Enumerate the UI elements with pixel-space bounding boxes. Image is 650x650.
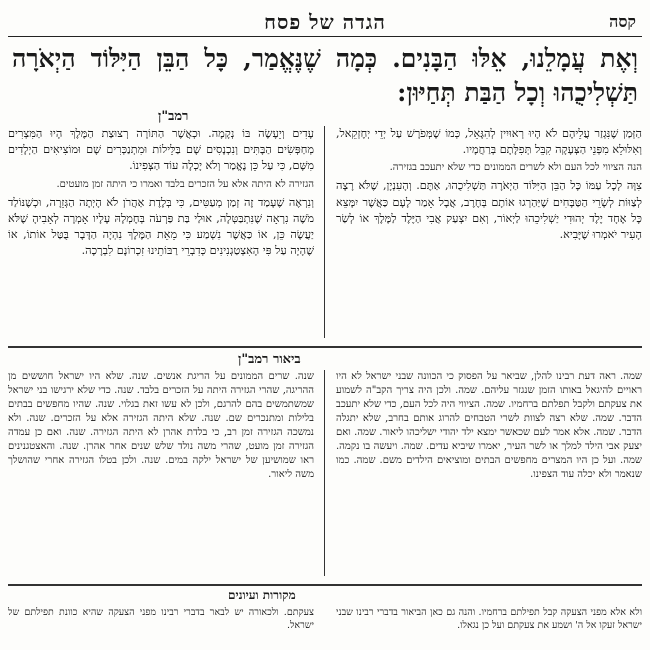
page-title: הגדה של פסח: [264, 10, 386, 34]
section-rule: [8, 584, 642, 586]
ramban-paragraph: צִוָּה לְכָל עַמּוֹ כָּל הַבֵּן הַיִּלּוֹד הַיְאֹרָה תַּשְׁלִיכֻהוּ, אַתֶּם. וְהָעִנְיָן, שֶׁלֹּא רָצָה לְצַוּוֹת לְשָׂרֵי הַטַּבָּחִים שֶׁיַּהַרְגוּ אוֹתָם בְּחֶרֶב, אֲבָל אָמַר לָעָם כַּאֲשֶׁר יִמָּצֵא כָּל אֶחָד יֶלֶד יְהוּדִי יַשְׁלִיכֵהוּ לַיְאוֹר, וְאִם יִצְעַק אֲבִי הַיֶּלֶד לַמֶּלֶךְ אוֹ לְשַׂר הָעִיר יֹאמְרוּ שֶׁיָּבִיא.: [336, 179, 642, 242]
column-divider: [324, 126, 325, 338]
explain-paragraph: שנה. שרים הממונים על הריגת אנשים. שנה. שלא היו ישראל חוששים מן ההריגה, שהרי הגזירה היתה על הזכרים בלבד. שנה. כדי שלא ירגישו בני ישראל שמשתמשים בהם להרגם, ולכן לא עשו זאת בגלוי. שנה. שהיו מחפשים בבתים בלילות ומתנכרים שם. שנה. שלא היתה הגזירה אלא על הזכרים. שנה. ולא נמשכה הגזירה זמן רב, כי בלדת אהרן לא היתה הגזירה. שנה. ואם כן עמדה הגזירה זמן מועט, שהרי משה נולד שלש שנים אחר אהרן. שנה. והאצטגנינים ראו שמושיען של ישראל ילקה במים. שנה. ולכן בטלו הגזירה אחרי שהושלך משה ליאור.: [8, 371, 314, 480]
explain-right-column: [336, 370, 642, 576]
ramban-note: הנה הציווי לכל העם ולא לשרים הממונים כדי שלא יתעכב בגזירה.: [389, 162, 642, 174]
page: [8, 4, 642, 646]
page-number: קסה: [609, 12, 636, 31]
section-rule: [8, 346, 642, 348]
main-heading: וְאֶת עֲמָלֵנוּ, אֵלּוּ הַבָּנִים. כְּמָה שֶׁנֶּאֱמַר, כָּל הַבֵּן הַיִּלּוֹד הַיְאֹרָה תַּשְׁלִיכֻהוּ וְכָל הַבַּת תְּחַיּוּן:: [12, 44, 638, 107]
running-header: [8, 4, 642, 37]
explain-left-column: [8, 370, 314, 576]
sources-left: צעקתם. ולכאורה יש לבאר בדברי רבינו מפני הצעקה שהיא כוונת תפילתם של ישראל.: [8, 607, 314, 631]
ramban-paragraph: הַזְּמַן שֶׁנִּגְזַר עֲלֵיהֶם לֹא הָיוּ רְאוּיִין לְהִגָּאֵל, כְּמוֹ שֶׁמְּפֹרָשׁ עַל יְדֵי יְחֶזְקֵאל, וְאִלּוּלֵא מִפְּנֵי הַצְּעָקָה קִבֵּל תְּפִלָּתָם בְּרַחֲמָיו.: [336, 127, 642, 157]
ramban-explain-label: ביאור רמב"ן: [238, 352, 301, 367]
ramban-label: רמב"ן: [158, 109, 189, 124]
ramban-paragraph: עָדִים וְיֵעָשֶׂה בּוֹ נְקָמָה. וּכְאֲשֶׁר הַתּוֹרָה רְצוּצַת הַמֶּלֶךְ הָיוּ הַמִּצְרִים מְחַפְּשִׂים הַבָּתִּים וְנִכְנָסִים שָׁם בַּלֵּילוֹת וּמִתְנַכְּרִים שָׁם וּמוֹצִיאִים הַיְלָדִים מִשָּׁם, כִּי עַל כֵּן נֶאֱמַר וְלֹא יָכְלָה עוֹד הַצְּפִינוֹ.: [8, 127, 314, 173]
ramban-note: הגזירה לא היתה אלא על הזכרים בלבד ואמרו כי היתה זמן מועטים.: [56, 178, 314, 190]
ramban-paragraph: וְנִרְאֶה שֶׁעָמַד זֶה זְמַן מְעַטִּים, כִּי בְּלֶדֶת אַהֲרֹן לֹא הָיְתָה הַגְּזֵרָה, וּכְשֶׁנּוֹלַד מֹשֶׁה נִרְאָה שֶׁנִּתְבַּטְּלָה, אוּלַי בַּת פַּרְעֹה בְּחֶמְלָהּ עָלָיו אָמְרָה לְאָבִיהָ שֶׁלֹּא יַעֲשֶׂה כֵּן, אוֹ כַּאֲשֶׁר נִשְׁמַע כִּי מֵאֵת הַמֶּלֶךְ נִהְיָה הַדָּבָר בֻּטַּל אוֹתוֹ, אוֹ שֶׁהָיָה עַל פִּי הָאִצְטַגְנִינִים כְּדִבְרֵי רַבּוֹתֵינוּ זִכְרוֹנָם לִבְרָכָה.: [8, 195, 314, 258]
explain-paragraph: שמה. ראה דעת רבינו להלן, שביאר על הפסוק כי הכוונה שבני ישראל לא היו ראויים להיגאל באותו הזמן שנגזר עליהם. שמה. ולכן היה צריך הקב"ה לשמוע את צעקתם ולקבל תפלתם ברחמיו. שמה. הציווי היה לכל העם, כדי שלא יתעכב הדבר. שמה. שלא רצה לצוות לשרי הטבחים להרוג אותם בחרב, שלא יתגלה הדבר. שמה. אלא אמר לעם שכאשר ימצא ילד יהודי ישליכהו ליאור. שמה. ואם יצעק אבי הילד למלך או לשר העיר, יאמרו שיביא עדים. שמה. ויעשה בו נקמה. שמה. ועל כן היו המצרים מחפשים הבתים ומוציאים הילדים משם. שמה. כמו שנאמר ולא יכלה עוד הצפינו.: [336, 371, 642, 480]
ramban-left-column: [8, 126, 314, 338]
ramban-right-column: [336, 126, 642, 338]
sources-right: ולא אלא מפני הצעקה קבל תפילתם ברחמיו. והנה גם כאן הביאור בדברי רבינו שבני ישראל זעקו אל ה' ושמע את צעקתם ועל כן נגאלו.: [336, 607, 642, 631]
sources-label: מקורות ועיונים: [228, 588, 296, 602]
column-divider: [324, 370, 325, 576]
